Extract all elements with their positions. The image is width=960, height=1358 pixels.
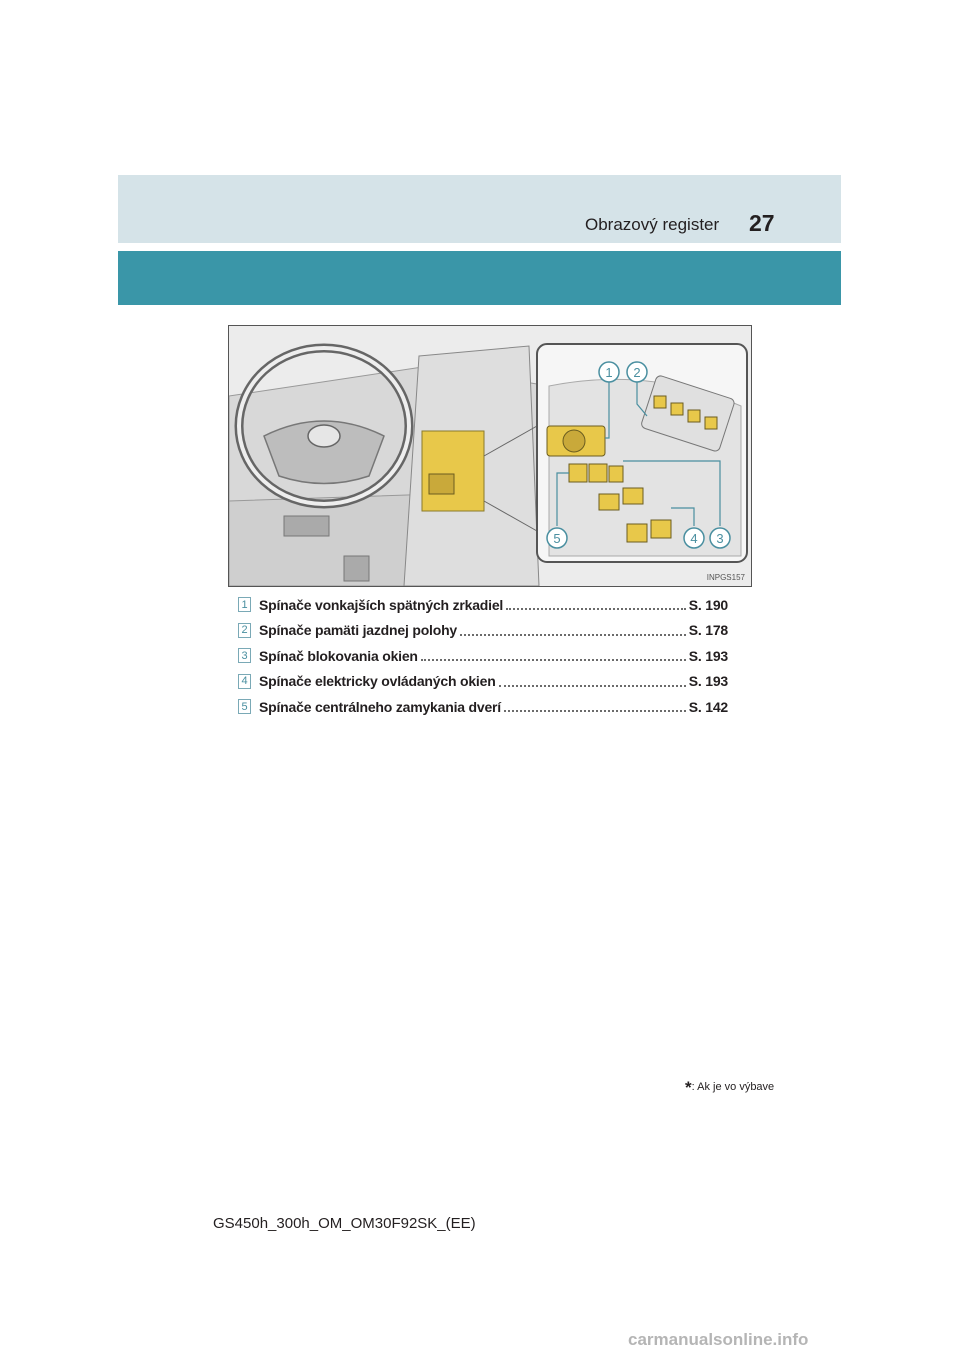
callout-num-5: 5 [553, 531, 561, 546]
accelerator-pedal [344, 556, 369, 581]
brake-pedal [284, 516, 329, 536]
window-lock-button [609, 466, 623, 482]
lexus-logo-icon [308, 425, 340, 447]
mirror-adjust-knob [563, 430, 585, 452]
list-item [238, 592, 728, 618]
page-reference-link[interactable]: S. 193 [688, 647, 728, 664]
item-label: Spínače vonkajších spätných zrkadiel [259, 596, 504, 613]
window-switch-3 [627, 524, 647, 542]
figure-code: INPGS157 [706, 573, 745, 582]
section-bar [118, 251, 841, 305]
footnote-text: : Ak je vo výbave [691, 1081, 775, 1093]
callout-num-4: 4 [690, 531, 698, 546]
page-reference-link[interactable]: S. 193 [688, 673, 728, 690]
callout-num-2: 2 [633, 365, 641, 380]
callout-num-3: 3 [716, 531, 724, 546]
window-switch-2 [623, 488, 643, 504]
page-reference-link[interactable]: S. 190 [688, 596, 728, 613]
item-number: 1 [238, 597, 251, 612]
callout-4 [684, 528, 704, 548]
item-label: Spínače pamäti jazdnej polohy [259, 622, 458, 639]
window-switch-1 [599, 494, 619, 510]
footnote [685, 1078, 774, 1098]
item-number: 5 [238, 699, 251, 714]
watermark: carmanualsonline.info [628, 1330, 809, 1349]
page-number: 27 [749, 210, 775, 236]
item-number: 2 [238, 623, 251, 638]
list-item [238, 669, 728, 695]
page-reference-link[interactable]: S. 178 [688, 622, 728, 639]
leader-dots [506, 607, 686, 610]
memory-button-3 [705, 417, 717, 429]
footnote-star: * [685, 1078, 692, 1097]
leader-dots [421, 658, 686, 661]
leader-dots [499, 684, 686, 687]
document-code: GS450h_300h_OM_OM30F92SK_(EE) [213, 1215, 476, 1232]
header-band [118, 175, 841, 243]
door-lock-button [569, 464, 587, 482]
window-switch-4 [651, 520, 671, 538]
leader-dots [504, 709, 686, 712]
door-switch-illustration [228, 325, 752, 587]
callout-5 [547, 528, 567, 548]
illustration-svg [229, 326, 751, 586]
memory-set-button [654, 396, 666, 408]
callout-2 [627, 362, 647, 382]
item-number: 4 [238, 674, 251, 689]
callout-num-1: 1 [605, 365, 613, 380]
item-label: Spínač blokovania okien [259, 647, 418, 664]
item-list [238, 592, 728, 720]
section-title: Obrazový register [585, 215, 720, 234]
item-label: Spínače centrálneho zamykania dverí [259, 698, 501, 715]
leader-dots [460, 633, 686, 636]
callout-1 [599, 362, 619, 382]
callout-3 [710, 528, 730, 548]
memory-button-1 [671, 403, 683, 415]
door-unlock-button [589, 464, 607, 482]
list-item [238, 618, 728, 644]
small-switch-cluster [429, 474, 454, 494]
memory-button-2 [688, 410, 700, 422]
item-label: Spínače elektricky ovládaných okien [259, 673, 496, 690]
switch-highlight-area [422, 431, 484, 511]
page-reference-link[interactable]: S. 142 [688, 698, 728, 715]
list-item [238, 694, 728, 720]
item-number: 3 [238, 648, 251, 663]
list-item [238, 643, 728, 669]
